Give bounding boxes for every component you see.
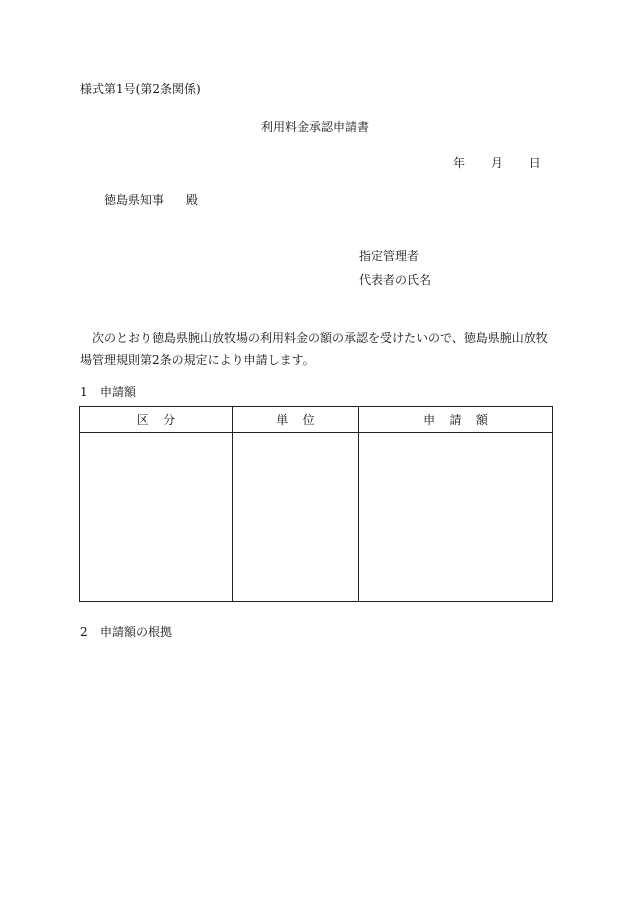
- form-number: 様式第1号(第2条関係): [80, 82, 201, 96]
- section-1-heading: [80, 386, 136, 398]
- unit-cell: [233, 433, 359, 602]
- addressee: [104, 194, 198, 206]
- application-amount-table: [79, 406, 553, 602]
- table-row: [80, 433, 553, 602]
- date-line: [453, 157, 541, 169]
- table-header-row: [80, 407, 553, 433]
- date-day-label: 日: [528, 156, 541, 170]
- addressee-name: 徳島県知事: [104, 193, 165, 207]
- column-header-amount: 申請額: [359, 407, 553, 433]
- date-year-label: 年: [453, 156, 466, 170]
- column-header-category: 区分: [80, 407, 233, 433]
- section-1-number: 1: [80, 385, 88, 399]
- category-cell: [80, 433, 233, 602]
- designated-manager-label: 指定管理者: [359, 249, 420, 263]
- section-2-title: 申請額の根拠: [100, 625, 173, 639]
- body-paragraph: [80, 327, 558, 371]
- section-1-title: 申請額: [100, 385, 137, 399]
- addressee-honorific: 殿: [186, 193, 199, 207]
- document-title: 利用料金承認申請書: [260, 120, 369, 134]
- column-header-unit: 単位: [233, 407, 359, 433]
- amount-cell: [359, 433, 553, 602]
- section-2-number: 2: [80, 625, 88, 639]
- body-text: 次のとおり徳島県腕山放牧場の利用料金の額の承認を受けたいので、徳島県腕山放牧場管理規則第2条の規定により申請します。: [80, 331, 548, 367]
- section-2-heading: [80, 626, 172, 638]
- representative-name-label: 代表者の氏名: [359, 273, 432, 287]
- date-month-label: 月: [490, 156, 503, 170]
